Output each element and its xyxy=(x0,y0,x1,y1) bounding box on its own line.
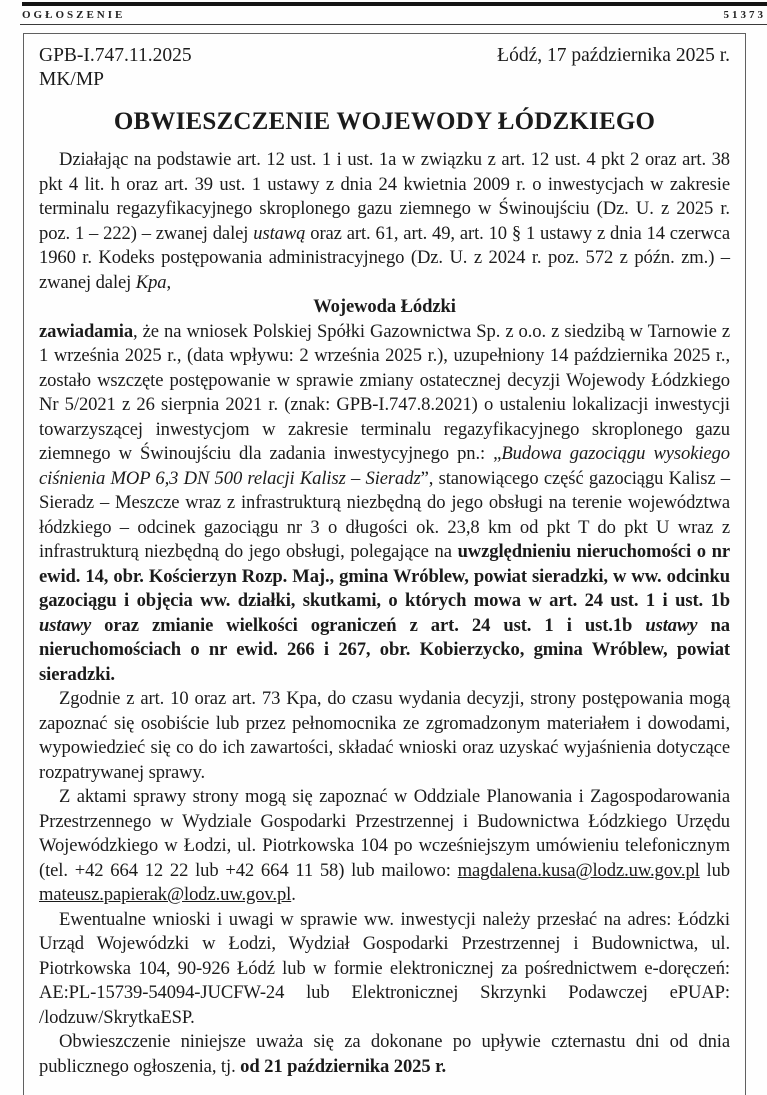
document-body xyxy=(39,148,730,1079)
submission-address-paragraph xyxy=(39,908,730,1031)
header-divider xyxy=(20,24,767,25)
text-segment: ustawy xyxy=(39,614,92,636)
text-segment: uwzględnieniu nieruchomości o nr ewid. 14, obr. Kościerzyn Rozp. Maj., gmina Wróblew, powiat sieradzki, w ww. odcinku gazociągu i objęcia ww. działki, skutkami, o których mowa w art. 24 ust. 1 i ust. 1b xyxy=(39,541,731,611)
email-link[interactable]: mateusz.papierak@lodz.uw.gov.pl xyxy=(39,884,292,905)
text-segment: oraz art. 61, art. 49, art. 10 § 1 ustawy z dnia 14 czerwca 1960 r. Kodeks postępowania administracyjnego (Dz. U. z 2024 r. poz. 572 z późn. zm.) – zwanej dalej xyxy=(39,222,730,293)
text-segment: Z aktami sprawy strony mogą się zapoznać w Oddziale Planowania i Zagospodarowania Przestrzennego w Wydziale Gospodarki Przestrzennej i Budownictwa Łódzkiego Urzędu Wojewódzkiego w Łodzi, ul. Piotrkowska 104 po wcześniejszym umówieniu telefonicznym (tel. +42 664 12 22 lub +42 664 11 58) lub mailowo: xyxy=(39,786,730,881)
legal-basis-paragraph xyxy=(39,148,730,295)
text-segment: Ewentualne wnioski i uwagi w sprawie ww. inwestycji należy przesłać na adres: Łódzki Urząd Wojewódzki w Łodzi, Wydział Gospodarki Przestrzennej i Budownictwa, ul. Piotrkowska 104, 90-926 Łódź lub w formie elektronicznej za pośrednictwem e-doręczeń: AE:PL-15739-54094-JUCFW-24 lub Elektronicznej Skrzynki Podawczej ePUAP: /lodzuw/SkrytkaESP. xyxy=(39,908,730,1028)
clerk-initials: MK/MP xyxy=(39,69,105,90)
text-segment: ustawy xyxy=(645,614,698,636)
document-title: OBWIESZCZENIE WOJEWODY ŁÓDZKIEGO xyxy=(113,108,656,135)
issuer-heading xyxy=(39,295,730,320)
page-header xyxy=(22,9,766,21)
notification-paragraph xyxy=(39,320,730,688)
text-segment: od 21 października 2025 r. xyxy=(240,1055,447,1077)
text-segment: oraz zmianie wielkości ograniczeń z art. 24 ust. 1 i ust.1b xyxy=(91,614,646,636)
text-segment: lub xyxy=(699,859,730,881)
text-segment: zawiadamia xyxy=(39,320,134,342)
text-segment: na nieruchomościach o nr ewid. 266 i 267, obr. Kobierzycko, gmina Wróblew, powiat sieradzki. xyxy=(39,614,730,685)
top-rule-bar xyxy=(22,2,767,6)
place-and-date: Łódź, 17 października 2025 r. xyxy=(497,45,730,66)
effective-date-paragraph xyxy=(39,1030,730,1079)
case-files-access-paragraph xyxy=(39,785,730,908)
inspection-rights-paragraph xyxy=(39,687,730,785)
section-label: OGŁOSZENIE xyxy=(22,9,126,21)
text-segment: ustawą xyxy=(253,222,306,244)
text-segment: ”, stanowiącego część gazociągu Kalisz – Sieradz – Meszcze wraz z infrastrukturą niezbędną do jego obsługi na terenie województwa łódzkiego – odcinek gazociągu nr 3 o długości ok. 23,8 km od pkt T do pkt U wraz z infrastrukturą niezbędną do jego obsługi, polegające na xyxy=(39,467,730,562)
text-segment: , xyxy=(166,271,172,293)
reference-block xyxy=(39,44,192,92)
text-segment: Budowa gazociągu wysokiego ciśnienia MOP 6,3 DN 500 relacji Kalisz – Sieradz xyxy=(39,443,730,489)
reference-row xyxy=(39,44,730,92)
text-segment: Działając na podstawie art. 12 ust. 1 i ust. 1a w związku z art. 12 ust. 4 pkt 2 oraz art. 38 pkt 4 lit. h oraz art. 39 ust. 1 ustawy z dnia 24 kwietnia 2009 r. o inwestycjach w zakresie terminalu regazyfikacyjnego skroplonego gazu ziemnego w Świnoujściu (Dz. U. z 2025 r. poz. 1 – 222) – zwanej dalej xyxy=(39,149,730,244)
case-reference: GPB-I.747.11.2025 xyxy=(39,45,192,66)
text-segment: , że na wniosek Polskiej Spółki Gazownictwa Sp. z o.o. z siedzibą w Tarnowie z 1 września 2025 r., (data wpływu: 2 września 2025 r.), uzupełniony 14 października 2025 r., zostało wszczęte postępowanie w sprawie zmiany ostatecznej decyzji Wojewody Łódzkiego Nr 5/2021 z 26 sierpnia 2021 r. (znak: GPB-I.747.8.2021) o ustaleniu lokalizacji inwestycji towarzyszącej inwestycjom w zakresie terminalu regazyfikacyjnego skroplonego gazu ziemnego w Świnoujściu dla zadania inwestycyjnego pn.: „ xyxy=(39,320,730,464)
text-segment: Wojewoda Łódzki xyxy=(313,296,456,317)
text-segment: Obwieszczenie niniejsze uważa się za dokonane po upływie czternastu dni od dnia publicznego ogłoszenia, tj. xyxy=(39,1031,730,1077)
announcement-box xyxy=(23,33,746,1095)
email-link[interactable]: magdalena.kusa@lodz.uw.gov.pl xyxy=(457,859,700,881)
text-segment: Zgodnie z art. 10 oraz art. 73 Kpa, do czasu wydania decyzji, strony postępowania mogą zapoznać się osobiście lub przez pełnomocnika ze zgromadzonym materiałem i dowodami, wypowiedzieć się co do ich zawartości, składać wnioski oraz uzyskać wyjaśnienia dotyczące rozpatrywanej sprawy. xyxy=(39,688,730,783)
text-segment: . xyxy=(291,884,296,905)
page-number: 51373 xyxy=(723,9,766,21)
text-segment: Kpa xyxy=(135,271,167,293)
